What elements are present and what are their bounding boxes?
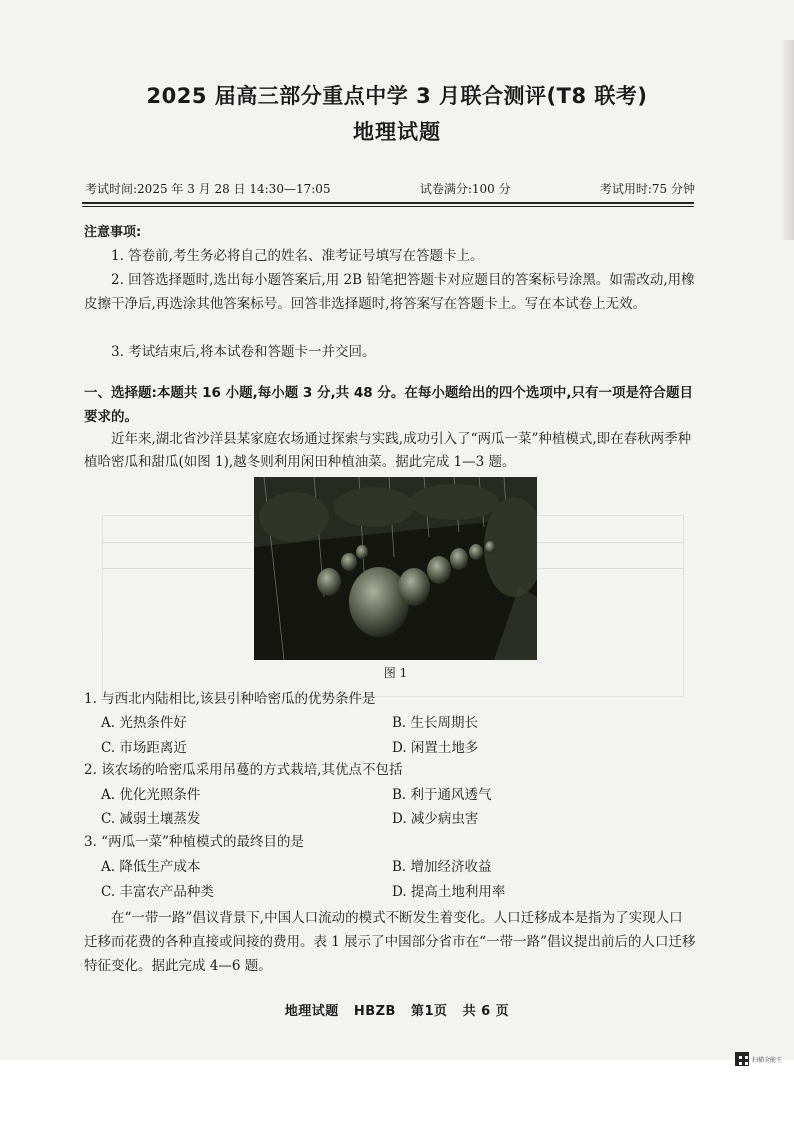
notice-heading: 注意事项: [84, 225, 142, 240]
full-score: 试卷满分:100 分 [419, 182, 511, 196]
subject-title: 地理试题 [353, 120, 441, 144]
page-footer [0, 1000, 794, 1019]
exam-title: 2025 届高三部分重点中学 3 月联合测评(T8 联考) [146, 84, 648, 108]
footer-total: 共 6 页 [462, 1004, 510, 1019]
question-1-option-d: D. 闲置土地多 [392, 740, 479, 756]
question-2-option-a: A. 优化光照条件 [101, 787, 201, 803]
section-heading: 一、选择题:本题共 16 小题,每小题 3 分,共 48 分。在每小题给出的四个选项中,只有一项是符合题目要求的。 [84, 385, 693, 425]
figure-1-melon-photo [254, 477, 537, 660]
scanner-label: 扫描全能王 [752, 1056, 783, 1064]
question-3-option-a: A. 降低生产成本 [101, 859, 201, 875]
question-2-option-c: C. 减弱土壤蒸发 [101, 811, 201, 827]
question-1-option-b: B. 生长周期长 [392, 715, 479, 731]
question-3-option-d: D. 提高土地利用率 [392, 884, 506, 900]
scanner-watermark [735, 1052, 782, 1066]
question-2-option-d: D. 减少病虫害 [392, 811, 479, 827]
passage-1: 近年来,湖北省沙洋县某家庭农场通过探索与实践,成功引入了“两瓜一菜”种植模式,即在春秋两季种植哈密瓜和甜瓜(如图 1),越冬则利用闲田种植油菜。据此完成 1—3 题。 [84, 431, 692, 470]
question-1-option-c: C. 市场距离近 [101, 740, 187, 756]
figure-1-caption: 图 1 [383, 666, 408, 680]
footer-page: 第1页 [411, 1004, 448, 1019]
header-rule-thick [82, 202, 694, 204]
footer-code: HBZB [353, 1004, 396, 1019]
qr-code-icon [735, 1052, 749, 1066]
passage-2: 在“一带一路”倡议背景下,中国人口流动的模式不断发生着变化。人口迁移成本是指为了实现人口迁移而花费的各种直接或间接的费用。表 1 展示了中国部分省市在“一带一路”倡议提出前后的人口迁移特征变化。据此完成 4—6 题。 [84, 910, 696, 974]
question-1-option-a: A. 光热条件好 [101, 715, 187, 731]
notice-item-3: 3. 考试结束后,将本试卷和答题卡一并交回。 [111, 344, 376, 360]
question-2-stem: 2. 该农场的哈密瓜采用吊蔓的方式栽培,其优点不包括 [84, 762, 403, 778]
question-1-stem: 1. 与西北内陆相比,该县引种哈密瓜的优势条件是 [84, 691, 376, 707]
melon-greenhouse-image [254, 477, 537, 660]
notice-item-2: 2. 回答选择题时,选出每小题答案后,用 2B 铅笔把答题卡对应题目的答案标号涂黑。如需改动,用橡皮擦干净后,再选涂其他答案标号。回答非选择题时,将答案写在答题卡上。写在本试卷上无效。 [84, 272, 695, 312]
exam-info-line [85, 180, 695, 197]
footer-subject: 地理试题 [284, 1004, 339, 1019]
exam-time: 考试时间:2025 年 3 月 28 日 14:30—17:05 [85, 182, 331, 196]
header-rule-thin [82, 206, 694, 207]
question-3-option-b: B. 增加经济收益 [392, 859, 492, 875]
question-3-stem: 3. “两瓜一菜”种植模式的最终目的是 [84, 834, 304, 850]
question-2-option-b: B. 利于通风透气 [392, 787, 492, 803]
question-3-option-c: C. 丰富农产品种类 [101, 884, 214, 900]
exam-duration: 考试用时:75 分钟 [599, 182, 695, 196]
notice-item-1: 1. 答卷前,考生务必将自己的姓名、准考证号填写在答题卡上。 [111, 248, 484, 264]
